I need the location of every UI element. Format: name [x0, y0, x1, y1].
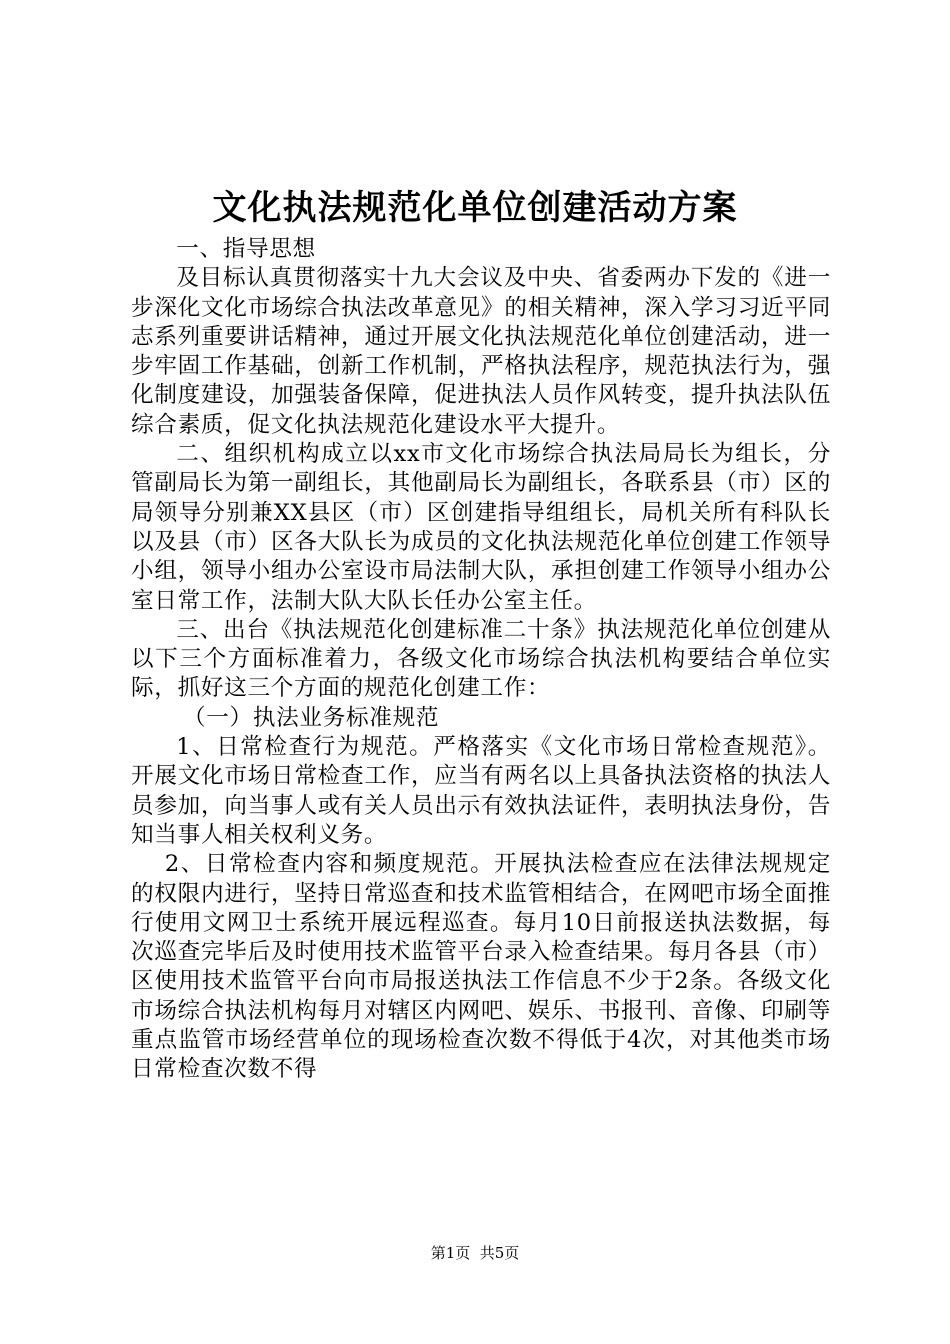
paragraph-inspection-behavior: 1、日常检查行为规范。严格落实《文化市场日常检查规范》。开展文化市场日常检查工作，应当有两名以上具备执法资格的执法人员参加，向当事人或有关人员出示有效执法证件，表明执法身份，告知当事人相关权利义务。: [131, 734, 831, 848]
paragraph-inspection-content-frequency: 2、日常检查内容和频度规范。开展执法检查应在法律法规规定的权限内进行，坚持日常巡查和技术监管相结合，在网吧市场全面推行使用文网卫士系统开展远程巡查。每月10日前报送执法数据，每次巡查完毕后及时使用技术监管平台录入检查结果。每月各县（市）区使用技术监管平台向市局报送执法工作信息不少于2条。各级文化市场综合执法机构每月对辖区内网吧、娱乐、书报刊、音像、印刷等重点监管市场经营单位的现场检查次数不得低于4次，对其他类市场日常检查次数不得: [131, 851, 831, 1083]
document-body: [131, 235, 831, 1085]
paragraph-objectives: 及目标认真贯彻落实十九大会议及中央、省委两办下发的《进一步深化文化市场综合执法改革意见》的相关精神，深入学习习近平同志系列重要讲话精神，通过开展文化执法规范化单位创建活动，进一步牢固工作基础，创新工作机制，严格执法程序，规范执法行为，强化制度建设，加强装备保障，促进执法人员作风转变，提升执法队伍综合素质，促文化执法规范化建设水平大提升。: [131, 265, 831, 438]
document-title: 文化执法规范化单位创建活动方案: [212, 188, 738, 228]
paragraph-organization: 二、组织机构成立以xx市文化市场综合执法局局长为组长，分管副局长为第一副组长，其他副局长为副组长，各联系县（市）区的局领导分别兼XX县区（市）区创建指导组组长，局机关所有科队长以及县（市）区各大队长为成员的文化执法规范化单位创建工作领导小组，领导小组办公室设市局法制大队，承担创建工作领导小组办公室日常工作，法制大队大队长任办公室主任。: [131, 441, 831, 614]
subsection-heading-enforcement-standards: （一）执法业务标准规范: [182, 704, 440, 731]
page-number-footer: 第1页 共5页: [430, 1244, 520, 1262]
paragraph-standards-intro: 三、出台《执法规范化创建标准二十条》执法规范化单位创建从以下三个方面标准着力，各级文化市场综合执法机构要结合单位实际，抓好这三个方面的规范化创建工作：: [131, 616, 831, 702]
section-heading-guiding-ideology: 一、指导思想: [176, 236, 316, 262]
